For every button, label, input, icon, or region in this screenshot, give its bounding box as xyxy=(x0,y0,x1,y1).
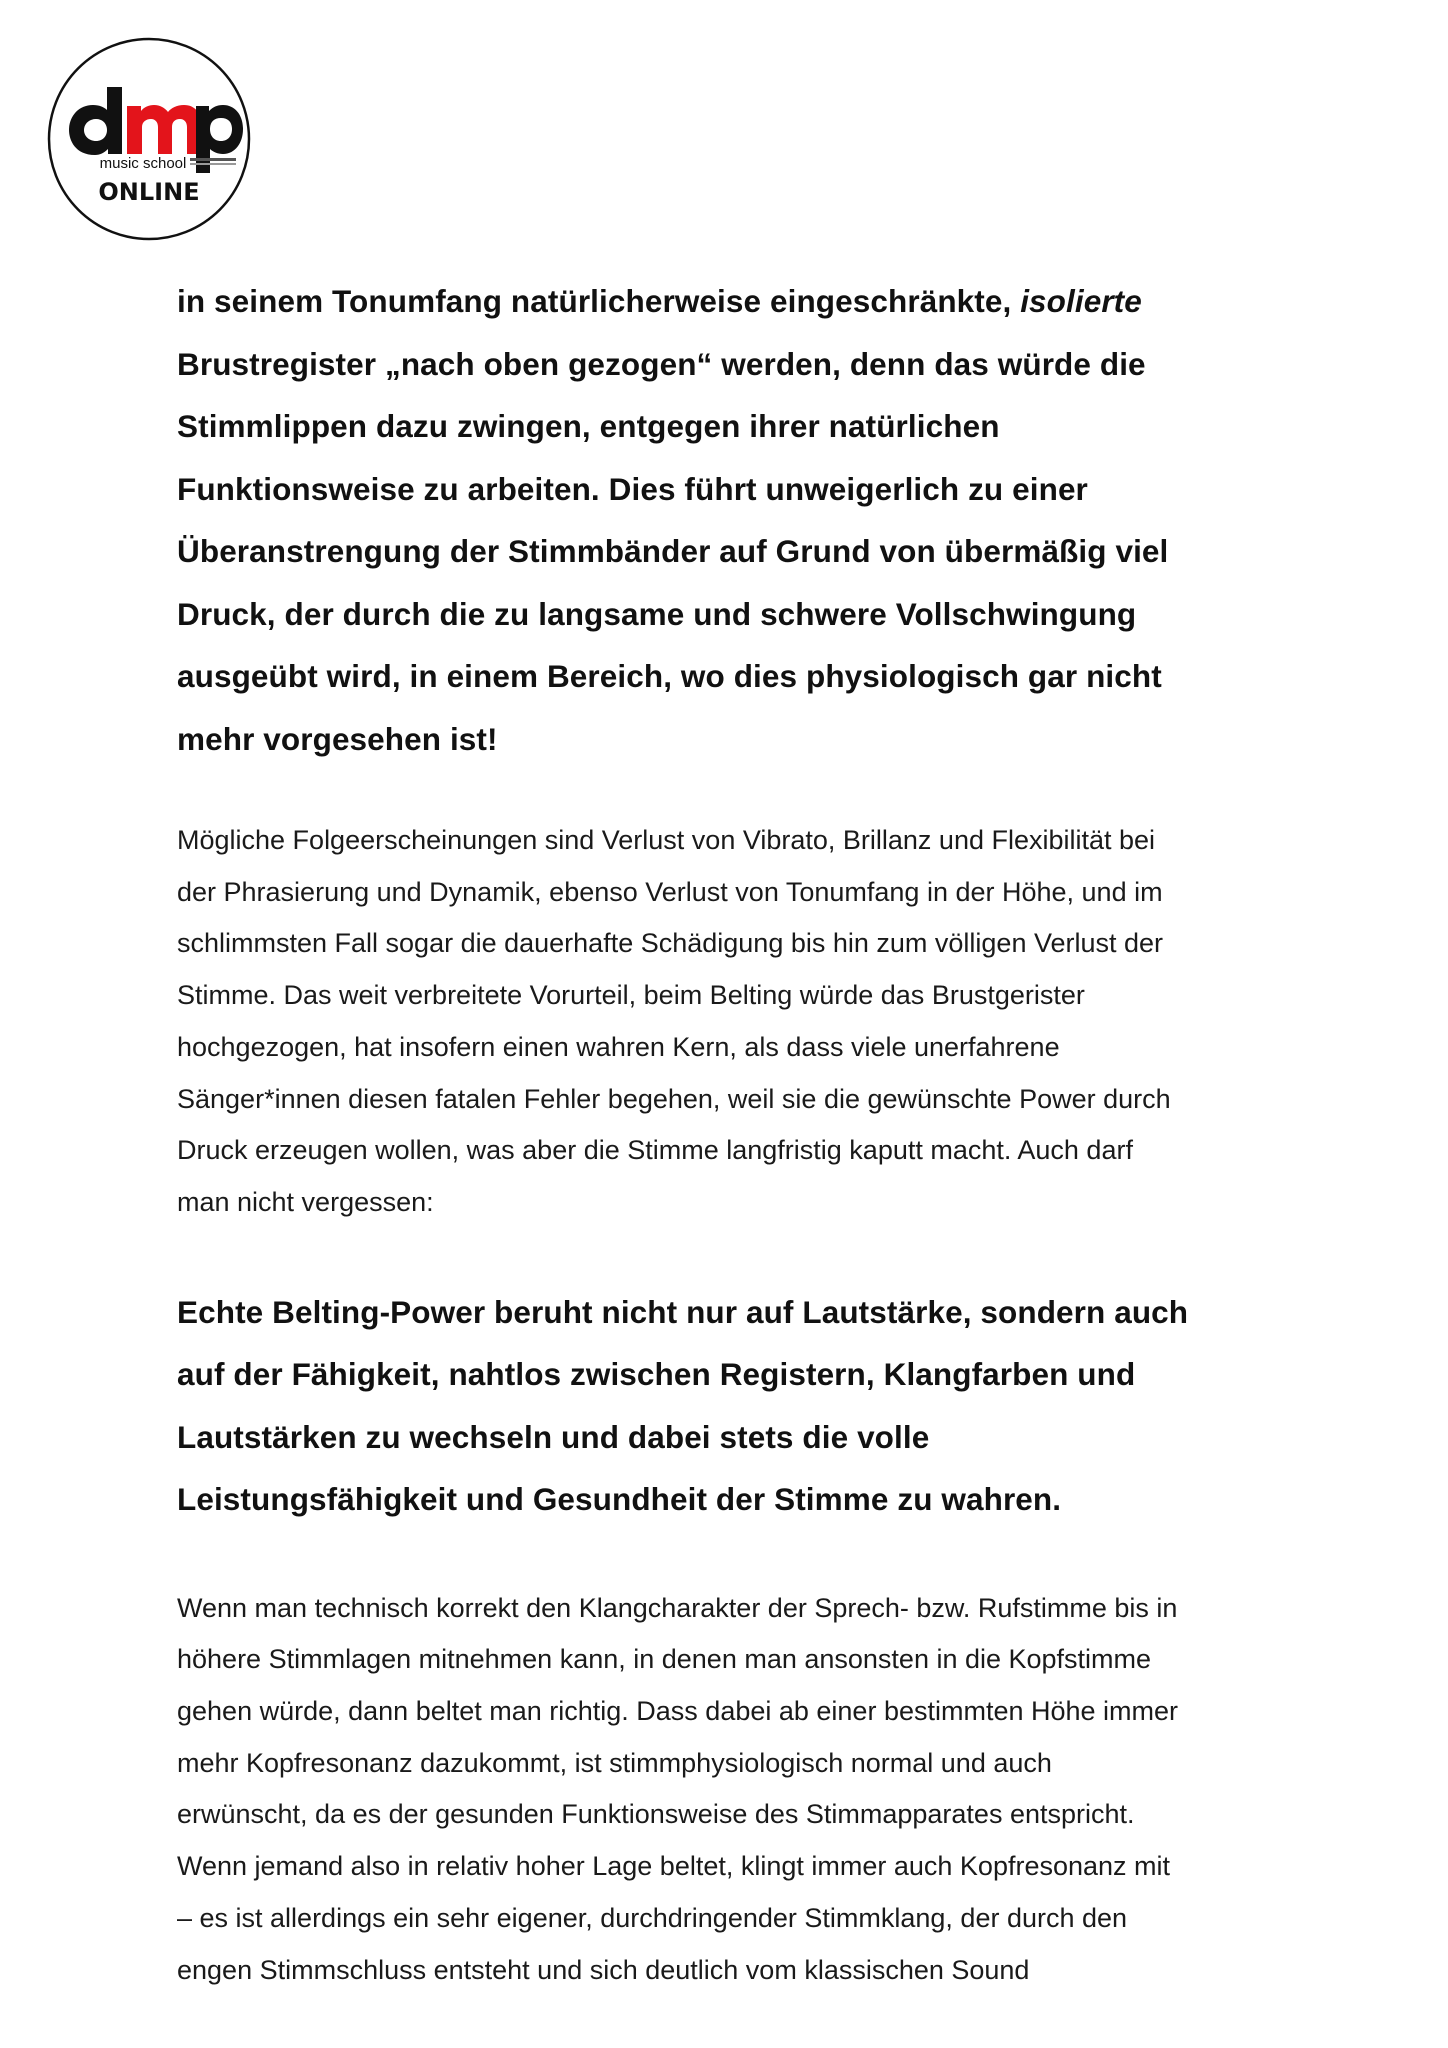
text-line: der Phrasierung und Dynamik, ebenso Verlust von Tonumfang in der Höhe, und im xyxy=(177,876,1163,907)
logo-letter-m xyxy=(127,105,201,154)
text-line: man nicht vergessen: xyxy=(177,1186,434,1217)
text-line: ausgeübt wird, in einem Bereich, wo dies physiologisch gar nicht xyxy=(177,658,1162,694)
logo-online-label: ONLINE xyxy=(98,178,200,206)
text-line: mehr Kopfresonanz dazukommt, ist stimmphysiologisch normal und auch xyxy=(177,1747,1052,1778)
paragraph-bold-belting-power xyxy=(177,1281,1287,1531)
paragraph-consequences xyxy=(177,815,1287,1229)
logo-graphic xyxy=(47,37,251,241)
dmp-music-school-logo xyxy=(47,37,251,241)
text-line: Mögliche Folgeerscheinungen sind Verlust von Vibrato, Brillanz und Flexibilität bei xyxy=(177,825,1156,855)
text-line: Wenn man technisch korrekt den Klangcharakter der Sprech- bzw. Rufstimme bis in xyxy=(177,1592,1178,1623)
text-line: Funktionsweise zu arbeiten. Dies führt unweigerlich zu einer xyxy=(177,470,1088,507)
text-line: Druck, der durch die zu langsame und schwere Vollschwingung xyxy=(177,595,1137,632)
text-line: auf der Fähigkeit, nahtlos zwischen Registern, Klangfarben und xyxy=(177,1356,1136,1393)
text-line: Lautstärken zu wechseln und dabei stets die volle xyxy=(177,1418,930,1455)
logo-bar-2 xyxy=(190,163,236,165)
text-line: Echte Belting-Power beruht nicht nur auf Lautstärke, sondern auch xyxy=(177,1293,1189,1330)
text-line: erwünscht, da es der gesunden Funktionsweise des Stimmapparates entspricht. xyxy=(177,1799,1135,1830)
logo-subtitle: music school xyxy=(99,155,187,172)
text-line: Leistungsfähigkeit und Gesundheit der Stimme zu wahren. xyxy=(177,1481,1062,1518)
text-line: hochgezogen, hat insofern einen wahren Kern, als dass viele unerfahrene xyxy=(177,1031,1060,1062)
text-line: gehen würde, dann beltet man richtig. Dass dabei ab einer bestimmten Höhe immer xyxy=(177,1696,1179,1727)
text-line: Brustregister „nach oben gezogen“ werden, denn das würde die xyxy=(177,345,1146,382)
text-line: mehr vorgesehen ist! xyxy=(177,720,498,757)
text-line: Druck erzeugen wollen, was aber die Stimme langfristig kaputt macht. Auch darf xyxy=(177,1135,1133,1166)
text-line: schlimmsten Fall sogar die dauerhafte Schädigung bis hin zum völligen Verlust der xyxy=(177,928,1164,959)
text-line: höhere Stimmlagen mitnehmen kann, in denen man ansonsten in die Kopfstimme xyxy=(177,1644,1152,1675)
text-segment: in seinem Tonumfang natürlicherweise eingeschränkte, xyxy=(177,283,1021,319)
text-line: Sänger*innen diesen fatalen Fehler begehen, weil sie die gewünschte Power durch xyxy=(177,1083,1171,1114)
text-line: Wenn jemand also in relativ hoher Lage beltet, klingt immer auch Kopfresonanz mit xyxy=(177,1851,1171,1882)
text-line: – es ist allerdings ein sehr eigener, durchdringender Stimmklang, der durch den xyxy=(177,1902,1128,1933)
text-line: engen Stimmschluss entsteht und sich deutlich vom klassischen Sound xyxy=(177,1954,1030,1985)
paragraph-bold-intro xyxy=(177,270,1287,770)
paragraph-correct-belting xyxy=(177,1583,1287,1997)
text-line: Überanstrengung der Stimmbänder auf Grund von übermäßig viel xyxy=(177,533,1169,569)
text-line: Stimme. Das weit verbreitete Vorurteil, beim Belting würde das Brustgerister xyxy=(177,980,1085,1011)
text-line xyxy=(177,270,1287,333)
italic-word: isolierte xyxy=(1020,283,1142,319)
text-line: Stimmlippen dazu zwingen, entgegen ihrer natürlichen xyxy=(177,408,1000,444)
logo-bar-1 xyxy=(190,158,236,161)
document-body xyxy=(177,270,1287,1996)
